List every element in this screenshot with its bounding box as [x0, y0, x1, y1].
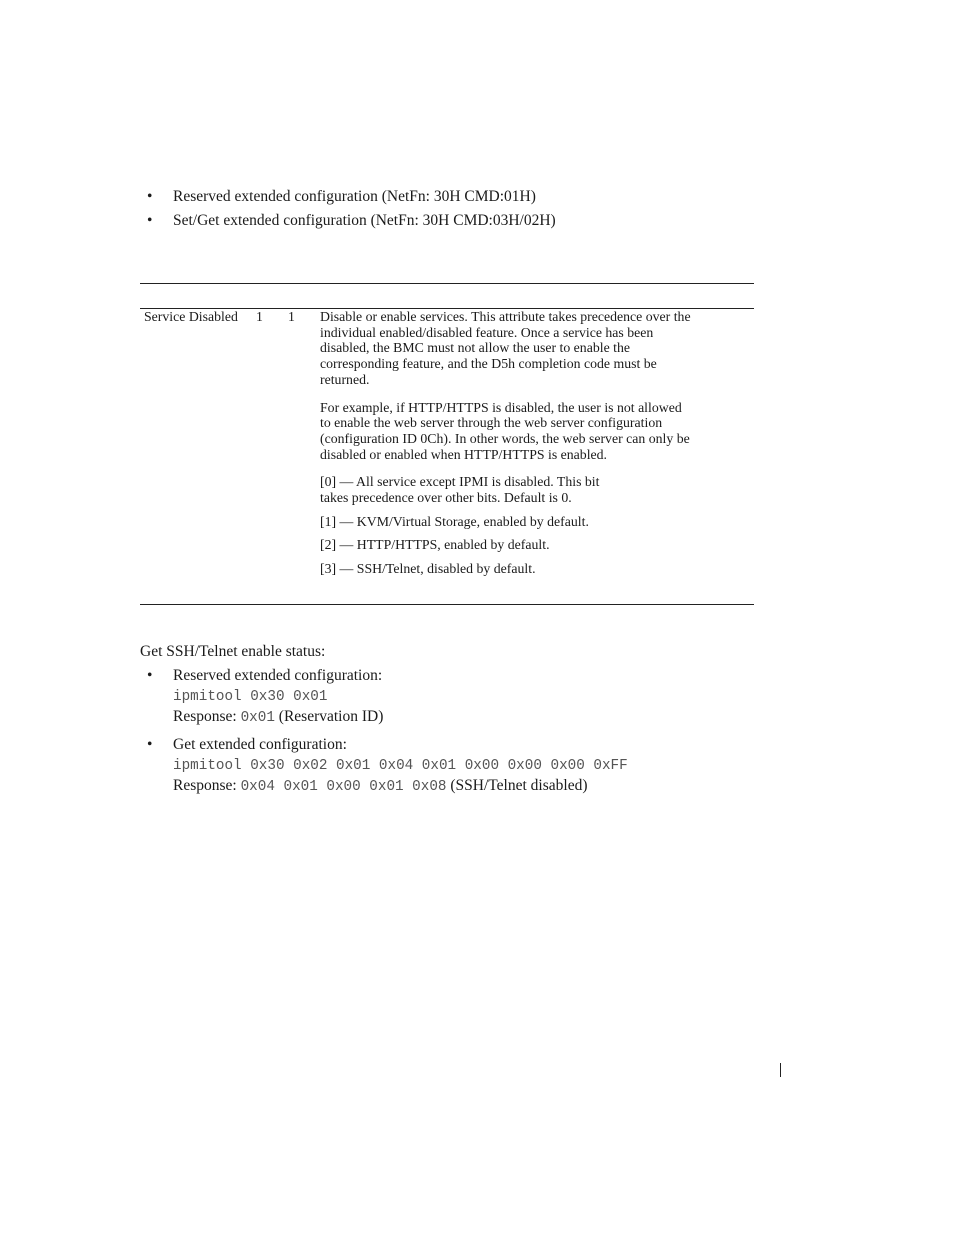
- bit-1-description: [1] — KVM/Virtual Storage, enabled by default.: [320, 513, 589, 529]
- bit-0-description: [0] — All service except IPMI is disabled. This bit takes precedence over other bits. Default is 0.: [320, 474, 600, 506]
- description-paragraph: Disable or enable services. This attribute takes precedence over the individual enabled/disabled feature. Once a service has been disabled, the BMC must not allow the user to enable the corresponding feature, and the D5h completion code must be returned.: [320, 309, 691, 387]
- list-item: [140, 733, 780, 797]
- attribute-description: [320, 309, 692, 577]
- example-steps: [140, 664, 780, 797]
- response-line: [173, 776, 780, 797]
- bit-2-description: [2] — HTTP/HTTPS, enabled by default.: [320, 537, 550, 553]
- example-intro: Get SSH/Telnet enable status:: [140, 643, 326, 660]
- bullet-icon: •: [147, 667, 153, 684]
- response-code: 0x04 0x01 0x00 0x01 0x08: [240, 779, 447, 795]
- bit-3-description: [3] — SSH/Telnet, disabled by default.: [320, 561, 536, 577]
- bullet-icon: •: [147, 212, 153, 229]
- list-item: [140, 209, 780, 233]
- bullet-icon: •: [147, 736, 153, 753]
- command-set-get: Set/Get extended configuration (NetFn: 30H CMD:03H/02H): [173, 212, 556, 229]
- response-note: (Reservation ID): [278, 708, 384, 725]
- list-item: [140, 185, 780, 209]
- description-paragraph: For example, if HTTP/HTTPS is disabled, the user is not allowed to enable the web server through the web server configuration (configuration ID 0Ch). In other words, the web server can only be disabled or enabled when HTTP/HTTPS is enabled.: [320, 399, 690, 462]
- command-text: ipmitool 0x30 0x02 0x01 0x04 0x01 0x00 0x00 0x00 0xFF: [173, 758, 628, 774]
- response-line: [173, 707, 780, 728]
- step-label: Get extended configuration:: [173, 736, 347, 753]
- command-text: ipmitool 0x30 0x01: [173, 689, 328, 705]
- attribute-value-b: 1: [288, 309, 295, 324]
- command-reserved: Reserved extended configuration (NetFn: 30H CMD:01H): [173, 188, 536, 205]
- response-prefix: Response:: [173, 708, 237, 725]
- response-prefix: Response:: [173, 777, 237, 794]
- margin-change-bar: [780, 1063, 781, 1077]
- list-item: [140, 664, 780, 728]
- response-code: 0x01: [240, 710, 275, 726]
- response-note: (SSH/Telnet disabled): [450, 777, 588, 794]
- table-top-rule: [140, 283, 754, 284]
- step-label: Reserved extended configuration:: [173, 667, 383, 684]
- command-list: [140, 185, 780, 233]
- example-section: [140, 640, 780, 797]
- table-bottom-rule: [140, 604, 754, 605]
- attribute-value-a: 1: [256, 309, 263, 324]
- attribute-name: Service Disabled: [144, 309, 238, 324]
- bullet-icon: •: [147, 188, 153, 205]
